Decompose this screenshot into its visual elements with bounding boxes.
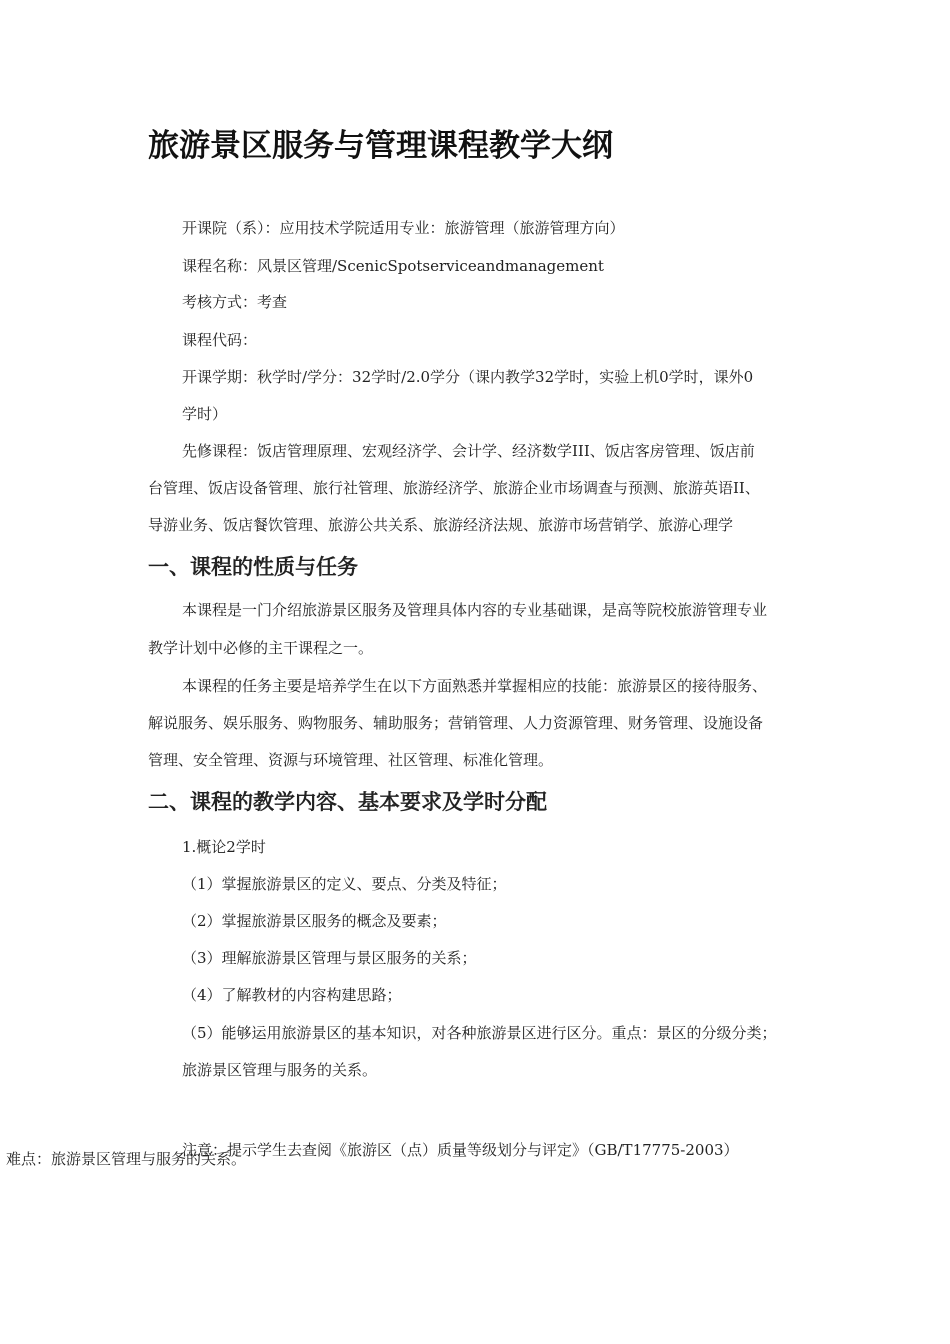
meta-prereq-line3: 导游业务、饭店餐饮管理、旅游公共关系、旅游经济法规、旅游市场营销学、旅游心理学 xyxy=(148,516,734,534)
unit1-key-points-cont: 旅游景区管理与服务的关系。 xyxy=(182,1061,378,1079)
meta-institute: 开课院（系）：应用技术学院适用专业：旅游管理（旅游管理方向） xyxy=(182,219,625,237)
section1-p2-line3: 管理、安全管理、资源与环境管理、社区管理、标准化管理。 xyxy=(148,751,554,769)
meta-prereq-line2: 台管理、饭店设备管理、旅行社管理、旅游经济学、旅游企业市场调查与预测、旅游英语II、 xyxy=(148,479,760,497)
meta-semester-line1: 开课学期：秋学时/学分：32学时/2.0学分（课内教学32学时，实验上机0学时，课外0 xyxy=(182,368,754,386)
unit1-item: （3）理解旅游景区管理与景区服务的关系； xyxy=(182,949,477,967)
section1-p2-line2: 解说服务、娱乐服务、购物服务、辅助服务；营销管理、人力资源管理、财务管理、设施设备 xyxy=(148,714,764,732)
unit1-item: （5）能够运用旅游景区的基本知识，对各种旅游景区进行区分。重点：景区的分级分类； xyxy=(182,1024,777,1042)
section2-heading: 二、课程的教学内容、基本要求及学时分配 xyxy=(148,790,547,814)
unit1-item: （1）掌握旅游景区的定义、要点、分类及特征； xyxy=(182,875,507,893)
meta-prereq-line1: 先修课程：饭店管理原理、宏观经济学、会计学、经济数学III、饭店客房管理、饭店前 xyxy=(182,442,755,460)
section1-p2-line1: 本课程的任务主要是培养学生在以下方面熟悉并掌握相应的技能：旅游景区的接待服务、 xyxy=(182,677,768,695)
meta-course-code: 课程代码： xyxy=(182,331,258,349)
unit1-title: 1.概论2学时 xyxy=(182,838,266,856)
unit1-item: （4）了解教材的内容构建思路； xyxy=(182,986,402,1004)
section1-heading: 一、课程的性质与任务 xyxy=(148,555,358,579)
meta-course-name: 课程名称：风景区管理/ScenicSpotserviceandmanagement xyxy=(182,257,604,275)
meta-assessment: 考核方式：考查 xyxy=(182,293,288,311)
unit1-note: 注意：提示学生去查阅《旅游区（点）质量等级划分与评定》（GB/T17775-2003） xyxy=(182,1141,739,1159)
section1-p1-line2: 教学计划中必修的主干课程之一。 xyxy=(148,639,374,657)
section1-p1-line1: 本课程是一门介绍旅游景区服务及管理具体内容的专业基础课，是高等院校旅游管理专业 xyxy=(182,601,768,619)
meta-semester-line2: 学时） xyxy=(182,405,228,423)
unit1-difficulty: 难点：旅游景区管理与服务的关系。 xyxy=(6,1150,247,1168)
document-title: 旅游景区服务与管理课程教学大纲 xyxy=(148,128,613,164)
unit1-item: （2）掌握旅游景区服务的概念及要素； xyxy=(182,912,447,930)
